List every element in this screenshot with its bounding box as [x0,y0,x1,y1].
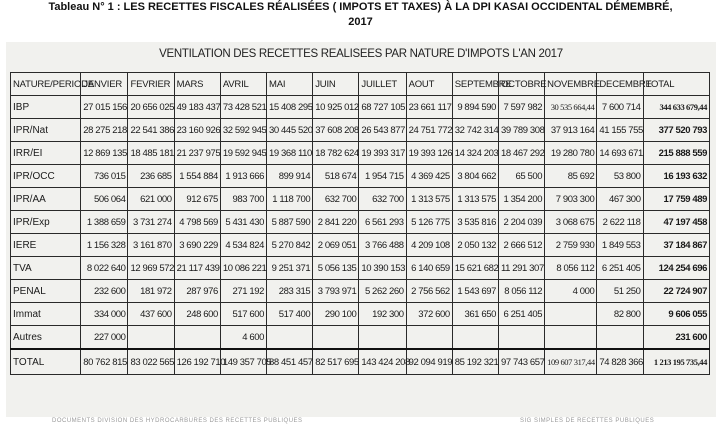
table-cell: 227 000 [81,326,128,350]
table-cell: 437 600 [128,303,174,326]
footer-left-note: DOCUMENTS DIVISION DES HYDROCARBURES DES RECETTES PUBLIQUES [52,418,303,424]
table-cell: 1 313 575 [452,188,498,211]
table-cell: 5 887 590 [267,211,313,234]
table-cell: 37 913 164 [545,119,597,142]
row-total-cell: 37 184 867 [643,234,709,257]
row-label: IERE [11,234,81,257]
table-cell: 1 313 575 [406,188,452,211]
table-cell: 74 828 366 [597,349,643,375]
table-row [11,211,710,234]
table-cell: 372 600 [406,303,452,326]
table-cell: 1 354 200 [498,188,544,211]
header-fevrier: FEVRIER [128,73,174,96]
table-cell: 3 804 662 [452,165,498,188]
table-cell: 518 674 [313,165,359,188]
row-total-cell: 1 213 195 735,44 [643,349,709,375]
revenue-table [10,72,710,375]
table-cell: 2 841 220 [313,211,359,234]
table-cell: 19 393 126 [406,142,452,165]
table-cell: 15 408 295 [267,96,313,119]
table-cell: 12 869 135 [81,142,128,165]
table-cell: 18 485 181 [128,142,174,165]
table-cell: 85 692 [545,165,597,188]
table-cell: 85 192 321 [452,349,498,375]
table-cell: 912 675 [174,188,220,211]
table-cell: 8 056 112 [498,280,544,303]
table-cell: 49 183 437 [174,96,220,119]
table-cell: 283 315 [267,280,313,303]
table-cell: 2 759 930 [545,234,597,257]
table-cell: 51 250 [597,280,643,303]
caption-line-1: Tableau N° 1 : LES RECETTES FISCALES RÉALISÉES ( IMPOTS ET TAXES) À LA DPI KASAI OCCIDENTAL DÉMEMBRÉ, [48,1,673,13]
header-mars: MARS [174,73,220,96]
table-cell: 1 913 666 [220,165,266,188]
header-juillet: JUILLET [359,73,406,96]
table-row [11,165,710,188]
table-cell: 73 428 521 [220,96,266,119]
table-row [11,142,710,165]
table-cell: 2 756 562 [406,280,452,303]
row-total-cell: 22 724 907 [643,280,709,303]
table-cell [597,326,643,350]
table-cell: 517 600 [220,303,266,326]
table-cell: 53 800 [597,165,643,188]
table-cell: 83 022 565 [128,349,174,375]
header-novembre: NOVEMBRE [545,73,597,96]
table-cell: 7 597 982 [498,96,544,119]
header-octobre: OCTOBRE [498,73,544,96]
table-cell: 65 500 [498,165,544,188]
table-cell: 1 849 553 [597,234,643,257]
header-aout: AOUT [406,73,452,96]
header-row [11,73,710,96]
table-cell: 4 600 [220,326,266,350]
table-cell: 41 155 755 [597,119,643,142]
table-cell [498,326,544,350]
table-cell: 126 192 710 [174,349,220,375]
table-cell: 5 126 775 [406,211,452,234]
table-cell [406,326,452,350]
row-label: Immat [11,303,81,326]
row-label: TOTAL [11,349,81,375]
table-cell: 68 727 105 [359,96,406,119]
table-cell: 2 050 132 [452,234,498,257]
table-cell [545,326,597,350]
table-cell: 30 445 520 [267,119,313,142]
table-cell: 88 451 457 [267,349,313,375]
row-label: IPR/OCC [11,165,81,188]
table-cell: 14 693 671 [597,142,643,165]
table-cell: 6 251 405 [597,257,643,280]
table-cell: 5 056 135 [313,257,359,280]
table-cell: 248 600 [174,303,220,326]
table-title: VENTILATION DES RECETTES REALISEES PAR NATURE D'IMPOTS L'AN 2017 [159,48,563,60]
row-total-cell: 124 254 696 [643,257,709,280]
row-label: IPR/Exp [11,211,81,234]
table-cell: 20 656 025 [128,96,174,119]
table-cell: 5 270 842 [267,234,313,257]
table-cell: 9 251 371 [267,257,313,280]
table-cell: 26 543 877 [359,119,406,142]
table-cell: 82 800 [597,303,643,326]
table-cell: 9 894 590 [452,96,498,119]
table-cell: 232 600 [81,280,128,303]
row-label: IPR/Nat [11,119,81,142]
table-cell: 632 700 [359,188,406,211]
table-cell: 983 700 [220,188,266,211]
table-cell: 24 751 772 [406,119,452,142]
table-cell: 287 976 [174,280,220,303]
row-total-cell: 377 520 793 [643,119,709,142]
table-cell: 8 056 112 [545,257,597,280]
table-cell: 1 118 700 [267,188,313,211]
table-cell: 23 160 926 [174,119,220,142]
table-cell: 12 969 572 [128,257,174,280]
table-cell: 30 535 664,44 [545,96,597,119]
table-cell: 8 022 640 [81,257,128,280]
row-total-cell: 47 197 458 [643,211,709,234]
row-total-cell: 215 888 559 [643,142,709,165]
table-cell: 361 650 [452,303,498,326]
table-cell: 19 280 780 [545,142,597,165]
row-total-cell: 16 193 632 [643,165,709,188]
header-juin: JUIN [313,73,359,96]
table-cell: 109 607 317,44 [545,349,597,375]
table-cell: 10 925 012 [313,96,359,119]
table-cell: 1 156 328 [81,234,128,257]
table-cell [359,326,406,350]
table-cell: 3 731 274 [128,211,174,234]
table-cell: 32 742 314 [452,119,498,142]
table-cell [313,326,359,350]
table-cell: 899 914 [267,165,313,188]
table-row [11,96,710,119]
table-row [11,257,710,280]
table-cell [128,326,174,350]
table-cell: 28 275 218 [81,119,128,142]
table-cell: 2 666 512 [498,234,544,257]
table-cell: 5 431 430 [220,211,266,234]
table-cell: 19 368 110 [267,142,313,165]
row-total-cell: 9 606 055 [643,303,709,326]
table-cell: 621 000 [128,188,174,211]
row-label: IBP [11,96,81,119]
table-cell: 21 237 975 [174,142,220,165]
table-cell: 97 743 657 [498,349,544,375]
table-cell: 4 000 [545,280,597,303]
table-cell: 11 291 307 [498,257,544,280]
table-cell: 3 690 229 [174,234,220,257]
header-avril: AVRIL [220,73,266,96]
table-cell: 37 608 208 [313,119,359,142]
table-cell: 181 972 [128,280,174,303]
header-total: TOTAL [643,73,709,96]
table-cell: 334 000 [81,303,128,326]
table-cell: 2 622 118 [597,211,643,234]
table-cell: 7 600 714 [597,96,643,119]
table-cell: 19 592 945 [220,142,266,165]
table-cell: 290 100 [313,303,359,326]
row-total-cell: 344 633 679,44 [643,96,709,119]
row-label: PENAL [11,280,81,303]
header-septembre: SEPTEMBRE [452,73,498,96]
row-label: Autres [11,326,81,350]
table-cell: 32 592 945 [220,119,266,142]
table-cell: 21 117 439 [174,257,220,280]
caption-line-2: 2017 [348,16,373,28]
table-cell: 19 393 317 [359,142,406,165]
row-total-cell: 17 759 489 [643,188,709,211]
table-cell [452,326,498,350]
table-cell: 22 541 386 [128,119,174,142]
table-cell [174,326,220,350]
table-cell: 23 661 117 [406,96,452,119]
row-label: TVA [11,257,81,280]
table-cell: 2 204 039 [498,211,544,234]
table-cell: 5 262 260 [359,280,406,303]
table-cell [545,303,597,326]
row-label: IRR/EI [11,142,81,165]
table-cell: 517 400 [267,303,313,326]
table-cell: 467 300 [597,188,643,211]
table-cell: 4 798 569 [174,211,220,234]
table-cell: 2 069 051 [313,234,359,257]
table-cell: 10 086 221 [220,257,266,280]
table-cell: 18 782 624 [313,142,359,165]
table-cell: 82 517 695 [313,349,359,375]
table-cell: 14 324 203 [452,142,498,165]
table-cell: 18 467 292 [498,142,544,165]
footer-right-note: SIG SIMPLES DE RECETTES PUBLIQUES [520,418,655,424]
table-cell: 149 357 705 [220,349,266,375]
table-cell: 3 793 971 [313,280,359,303]
table-row [11,188,710,211]
row-label: IPR/AA [11,188,81,211]
table-row [11,280,710,303]
table-cell: 3 161 870 [128,234,174,257]
table-cell: 6 251 405 [498,303,544,326]
header-janvier: JANVIER [81,73,128,96]
table-cell [267,326,313,350]
table-header [11,73,710,96]
table-cell: 39 789 308 [498,119,544,142]
table-cell: 7 903 300 [545,188,597,211]
table-cell: 3 766 488 [359,234,406,257]
table-cell: 4 369 425 [406,165,452,188]
table-cell: 506 064 [81,188,128,211]
table-cell: 6 140 659 [406,257,452,280]
header-mai: MAI [267,73,313,96]
table-cell: 192 300 [359,303,406,326]
table-row [11,234,710,257]
table-cell: 27 015 156 [81,96,128,119]
table-cell: 1 388 659 [81,211,128,234]
table-cell: 1 954 715 [359,165,406,188]
table-cell: 80 762 815 [81,349,128,375]
total-row [11,349,710,375]
row-total-cell: 231 600 [643,326,709,350]
table-row [11,326,710,350]
table-cell: 10 390 153 [359,257,406,280]
table-row [11,119,710,142]
table-row [11,303,710,326]
document-caption [0,0,721,30]
table-cell: 143 424 208 [359,349,406,375]
table-cell: 236 685 [128,165,174,188]
table-cell: 3 535 816 [452,211,498,234]
table-cell: 4 534 824 [220,234,266,257]
table-cell: 92 094 919 [406,349,452,375]
table-body [11,96,710,375]
header-decembre: DECEMBRE [597,73,643,96]
table-cell: 4 209 108 [406,234,452,257]
table-cell: 15 621 682 [452,257,498,280]
table-cell: 271 192 [220,280,266,303]
table-cell: 6 561 293 [359,211,406,234]
table-cell: 632 700 [313,188,359,211]
table-cell: 3 068 675 [545,211,597,234]
table-cell: 736 015 [81,165,128,188]
header-nature-periode: NATURE/PERIODE [11,73,81,96]
table-cell: 1 543 697 [452,280,498,303]
table-cell: 1 554 884 [174,165,220,188]
